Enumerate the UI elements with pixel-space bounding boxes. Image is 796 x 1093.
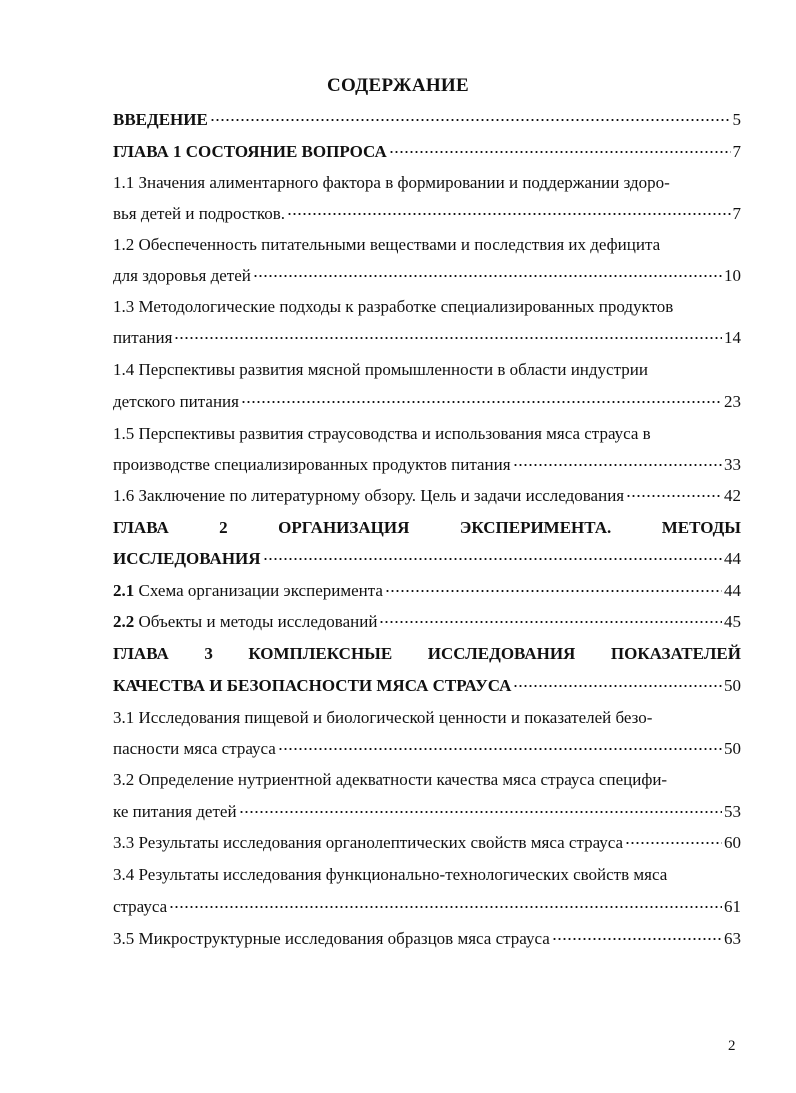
page-number: 2 xyxy=(728,1038,736,1054)
toc-entry-3-4[interactable] xyxy=(113,894,741,920)
toc-word: ПОКАЗАТЕЛЕЙ xyxy=(610,644,741,663)
toc-entry-page: 50 xyxy=(724,739,741,758)
toc-entry-3-2[interactable] xyxy=(113,799,741,825)
toc-entry-text: вья детей и подростков. xyxy=(113,204,286,223)
toc-word: КОМПЛЕКСНЫЕ xyxy=(248,644,393,663)
toc-word: ЭКСПЕРИМЕНТА. xyxy=(459,518,612,537)
toc-entry-number: 2.2 xyxy=(113,612,135,631)
toc-word: ГЛАВА xyxy=(113,644,169,663)
toc-entry-page: 42 xyxy=(724,486,741,505)
toc-entry-1-6[interactable] xyxy=(113,483,741,509)
toc-entry-text: пасности мяса страуса xyxy=(113,739,276,758)
toc-entry-1-1-line1[interactable]: 1.1 Значения алиментарного фактора в формировании и поддержании здоро- xyxy=(113,173,670,192)
toc-entry-text: 3.5 Микроструктурные исследования образцов мяса страуса xyxy=(113,929,550,948)
toc-entry-2-1[interactable] xyxy=(113,578,741,604)
toc-entry-page: 7 xyxy=(732,204,741,223)
toc-entry-page: 23 xyxy=(724,392,741,411)
dot-leader xyxy=(513,685,722,687)
toc-entry-1-5[interactable] xyxy=(113,452,741,478)
dot-leader xyxy=(625,842,722,844)
dot-leader xyxy=(552,938,722,940)
toc-entry-1-2-line1[interactable]: 1.2 Обеспеченность питательными веществами и последствия их дефицита xyxy=(113,235,661,254)
toc-entry-1-5-line1[interactable]: 1.5 Перспективы развития страусоводства и использования мяса страуса в xyxy=(113,424,651,443)
toc-entry-text: 1.6 Заключение по литературному обзору. Цель и задачи исследования xyxy=(113,486,625,505)
toc-entry-text: КАЧЕСТВА И БЕЗОПАСНОСТИ МЯСА СТРАУСА xyxy=(113,676,512,695)
toc-entry-1-2[interactable] xyxy=(113,263,741,289)
toc-entry-text: питания xyxy=(113,328,173,347)
toc-entry-1-1[interactable] xyxy=(113,201,741,227)
toc-word: МЕТОДЫ xyxy=(661,518,741,537)
toc-entry-label: Объекты и методы исследований xyxy=(134,612,378,631)
toc-entry-page: 45 xyxy=(724,612,741,631)
dot-leader xyxy=(253,275,722,277)
toc-entry-text: для здоровья детей xyxy=(113,266,251,285)
toc-entry-number: 2.1 xyxy=(113,581,135,600)
toc-entry-page: 60 xyxy=(724,833,741,852)
toc-entry-text: ИССЛЕДОВАНИЯ xyxy=(113,549,261,568)
toc-entry-page: 5 xyxy=(732,110,741,129)
toc-entry-3-3[interactable] xyxy=(113,830,741,856)
toc-word: 2 xyxy=(219,518,228,537)
toc-entry-1-4-line1[interactable]: 1.4 Перспективы развития мясной промышленности в области индустрии xyxy=(113,360,648,379)
dot-leader xyxy=(385,590,722,592)
toc-entry-text: 3.3 Результаты исследования органолептических свойств мяса страуса xyxy=(113,833,624,852)
dot-leader xyxy=(379,621,722,623)
dot-leader xyxy=(513,464,722,466)
toc-entry-3-2-line1[interactable]: 3.2 Определение нутриентной адекватности качества мяса страуса специфи- xyxy=(113,770,668,789)
toc-word: ОРГАНИЗАЦИЯ xyxy=(278,518,410,537)
toc-entry-chapter-3-line1[interactable] xyxy=(113,641,741,667)
toc-entry-page: 53 xyxy=(724,802,741,821)
toc-entry-text xyxy=(113,609,379,635)
toc-entry-page: 10 xyxy=(724,266,741,285)
toc-entry-2-2[interactable] xyxy=(113,609,741,635)
toc-entry-text: ГЛАВА 1 СОСТОЯНИЕ ВОПРОСА xyxy=(113,142,387,161)
toc-entry-text: ке питания детей xyxy=(113,802,237,821)
toc-entry-page: 33 xyxy=(724,455,741,474)
toc-entry-text: производстве специализированных продуктов питания xyxy=(113,455,511,474)
toc-entry-1-4[interactable] xyxy=(113,389,741,415)
toc-entry-3-1-line1[interactable]: 3.1 Исследования пищевой и биологической ценности и показателей безо- xyxy=(113,708,653,727)
toc-word: ИССЛЕДОВАНИЯ xyxy=(427,644,576,663)
toc-entry-chapter-2[interactable] xyxy=(113,546,741,572)
toc-entry-chapter-3[interactable] xyxy=(113,673,741,699)
dot-leader xyxy=(278,748,722,750)
toc-entry-page: 44 xyxy=(724,549,741,568)
toc-entry-chapter-1[interactable] xyxy=(113,139,741,165)
toc-entry-page: 50 xyxy=(724,676,741,695)
dot-leader xyxy=(263,558,722,560)
dot-leader xyxy=(241,401,722,403)
toc-entry-text: детского питания xyxy=(113,392,239,411)
dot-leader xyxy=(174,337,722,339)
toc-entry-1-3[interactable] xyxy=(113,325,741,351)
toc-entry-3-5[interactable] xyxy=(113,926,741,952)
toc-entry-3-1[interactable] xyxy=(113,736,741,762)
toc-entry-page: 61 xyxy=(724,897,741,916)
dot-leader xyxy=(287,213,730,215)
toc-entry-introduction[interactable] xyxy=(113,107,741,133)
dot-leader xyxy=(239,811,722,813)
toc-entry-page: 14 xyxy=(724,328,741,347)
toc-word: 3 xyxy=(204,644,213,663)
toc-entry-page: 44 xyxy=(724,581,741,600)
toc-entry-page: 63 xyxy=(724,929,741,948)
page-title: СОДЕРЖАНИЕ xyxy=(327,75,469,96)
toc-entry-page: 7 xyxy=(732,142,741,161)
dot-leader xyxy=(389,151,731,153)
dot-leader xyxy=(210,119,731,121)
toc-entry-text: страуса xyxy=(113,897,168,916)
toc-entry-text: ВВЕДЕНИЕ xyxy=(113,110,208,129)
toc-entry-chapter-2-line1[interactable] xyxy=(113,515,741,541)
dot-leader xyxy=(169,906,722,908)
dot-leader xyxy=(626,495,722,497)
toc-word: ГЛАВА xyxy=(113,518,169,537)
toc-entry-text xyxy=(113,578,385,604)
toc-entry-1-3-line1[interactable]: 1.3 Методологические подходы к разработке специализированных продуктов xyxy=(113,297,674,316)
toc-entry-3-4-line1[interactable]: 3.4 Результаты исследования функционально-технологических свойств мяса xyxy=(113,865,668,884)
toc-entry-label: Схема организации эксперимента xyxy=(134,581,383,600)
